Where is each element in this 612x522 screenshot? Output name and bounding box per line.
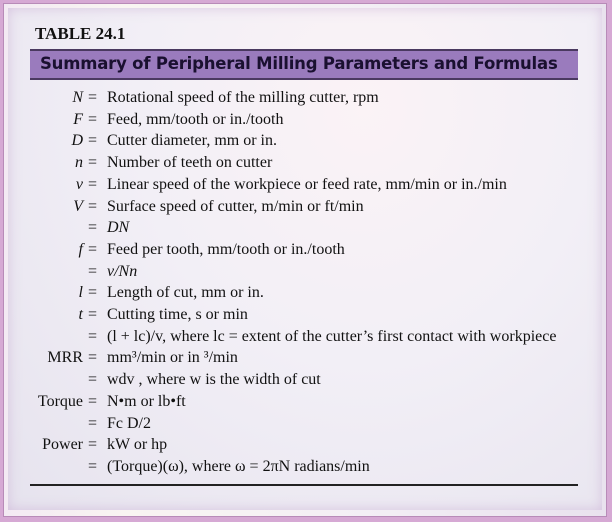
row-definition: Surface speed of cutter, m/min or ft/min (107, 197, 364, 215)
row-definition: (l + lc)/v, where lc = extent of the cutter’s first contact with workpiece (107, 327, 557, 345)
row-symbol: MRR (47, 349, 83, 367)
equals-sign: = (88, 327, 98, 345)
equals-sign: = (88, 414, 98, 432)
row-symbol: N (72, 89, 83, 106)
equals-sign: = (88, 349, 98, 367)
table-title: Summary of Peripheral Milling Parameters and Formulas (40, 54, 558, 73)
row-symbol: F (73, 110, 83, 128)
row-definition: Feed, mm/tooth or in./tooth (107, 110, 284, 128)
row-symbol: Power (42, 436, 83, 454)
row-definition: DN (107, 219, 130, 237)
equals-sign: = (88, 175, 98, 193)
row-symbol: D (71, 132, 83, 150)
row-definition: (Torque)(ω), where ω = 2πN radians/min (107, 457, 370, 475)
row-definition: Number of teeth on cutter (107, 154, 273, 172)
equals-sign: = (88, 392, 98, 410)
row-symbol: f (78, 240, 83, 258)
equals-sign: = (88, 219, 98, 237)
table-panel (8, 8, 602, 510)
row-symbol: t (78, 306, 83, 323)
equals-sign: = (88, 154, 98, 172)
row-definition: wdv , where w is the width of cut (107, 371, 321, 389)
equals-sign: = (88, 89, 98, 106)
equals-sign: = (88, 110, 98, 128)
table-number: TABLE 24.1 (35, 24, 126, 43)
equals-sign: = (88, 284, 98, 302)
row-definition: Cutting time, s or min (107, 306, 248, 323)
equals-sign: = (88, 457, 98, 475)
row-symbol: Torque (37, 392, 83, 410)
equals-sign: = (88, 197, 98, 215)
row-symbol: V (73, 197, 83, 215)
equals-sign: = (88, 436, 98, 454)
row-definition: Length of cut, mm or in. (107, 284, 264, 302)
title-bar (30, 49, 578, 80)
bottom-rule (30, 484, 578, 486)
equals-sign: = (88, 262, 98, 280)
row-definition: Feed per tooth, mm/tooth or in./tooth (107, 240, 345, 258)
row-definition: mm³/min or in ³/min (107, 349, 238, 367)
row-definition: Cutter diameter, mm or in. (107, 132, 277, 150)
equals-sign: = (88, 371, 98, 389)
row-definition: Fc D/2 (107, 414, 151, 432)
row-definition: N•m or lb•ft (107, 392, 186, 410)
row-definition: v/Nn (107, 262, 138, 280)
equals-sign: = (88, 132, 98, 150)
row-symbol: v (75, 175, 83, 193)
row-symbol: n (75, 154, 83, 172)
row-symbol: l (78, 284, 83, 302)
equals-sign: = (88, 306, 98, 323)
equals-sign: = (88, 240, 98, 258)
row-definition: Rotational speed of the milling cutter, rpm (107, 89, 379, 106)
row-definition: Linear speed of the workpiece or feed rate, mm/min or in./min (107, 175, 507, 193)
row-definition: kW or hp (107, 436, 168, 454)
